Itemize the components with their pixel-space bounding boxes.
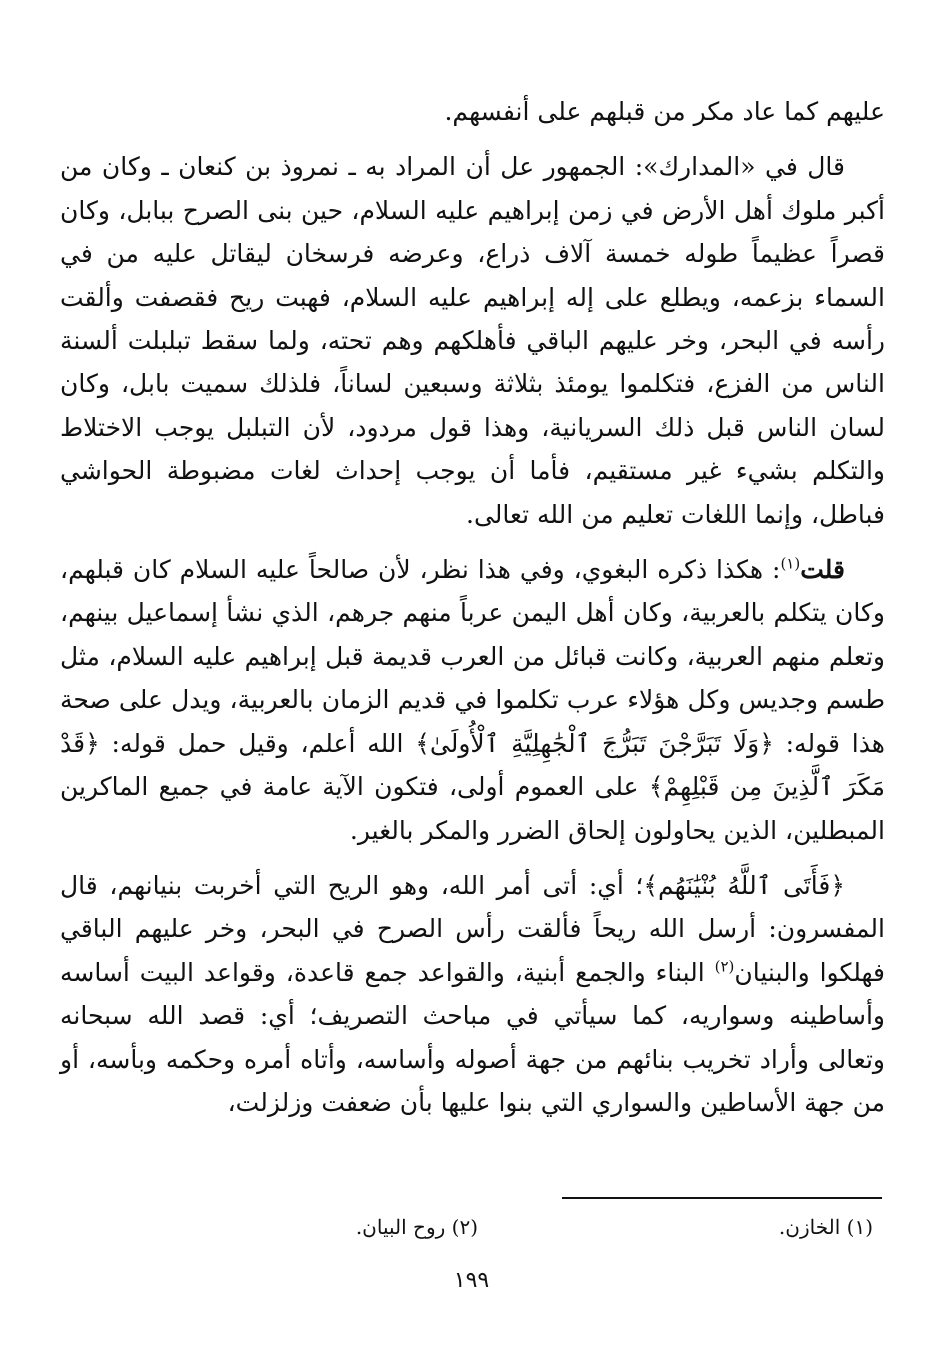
footnote-ref-1: (١) (780, 554, 801, 573)
page-number: ١٩٩ (453, 1268, 490, 1293)
paragraph-1 (60, 90, 885, 133)
footnote-ref-2: (٢) (714, 957, 735, 976)
footnote-2: (٢) روح البيان. (355, 1215, 478, 1239)
paragraph-3-text: : هكذا ذكره البغوي، وفي هذا نظر، لأن صالحاً عليه السلام كان قبلهم، وكان يتكلم بالعربية، وكان أهل اليمن عرباً منهم جرهم، الذي نشأ إسماعيل بينهم، وتعلم منهم العربية، وكانت قبائل من العرب قديمة قبل إبراهيم عليه السلام، مثل طسم وجديس وكل هؤلاء عرب تكلموا في قديم الزمان بالعربية، ويدل على صحة هذا قوله: ﴿وَلَا تَبَرَّجْنَ تَبَرُّجَ ٱلْجَٰهِلِيَّةِ ٱلْأُولَىٰ﴾ الله أعلم، وقيل حمل قوله: ﴿قَدْ مَكَرَ ٱلَّذِينَ مِن قَبْلِهِمْ﴾ على العموم أولى، فتكون الآية عامة في جميع الماكرين المبطلين، الذين يحاولون إلحاق الضرر والمكر بالغير. (60, 555, 885, 845)
paragraph-1-text: عليهم كما عاد مكر من قبلهم على أنفسهم. (444, 97, 885, 126)
paragraph-2 (60, 145, 885, 536)
paragraph-2-text: قال في «المدارك»: الجمهور عل أن المراد به ـ نمروذ بن كنعان ـ وكان من أكبر ملوك أهل الأرض في زمن إبراهيم عليه السلام، حين بنى الصرح ببابل، وكان قصراً عظيماً طوله خمسة آلاف ذراع، وعرضه فرسخان ليقاتل عليه من في السماء بزعمه، ويطلع على إله إبراهيم عليه السلام، فهبت ريح فقصفت وألقت رأسه في البحر، وخر عليهم الباقي فأهلكهم وهم تحته، ولما سقط تبلبلت ألسنة الناس من الفزع، فتكلموا يومئذ بثلاثة وسبعين لساناً، فلذلك سميت بابل، وكان لسان الناس قبل ذلك السريانية، وهذا قول مردود، لأن التبلبل يوجب الاختلاط والتكلم بشيء غير مستقيم، فأما أن يوجب إحداث لغات مضبوطة الحواشي فباطل، وإنما اللغات تعليم من الله تعالى. (60, 152, 885, 529)
paragraph-4-text: ﴿فَأَتَى ٱللَّهُ بُنْيَٰنَهُم﴾؛ أي: أتى أمر الله، وهو الريح التي أخربت بنيانهم، قال المفسرون: أرسل الله ريحاً فألقت رأس الصرح في البحر، وخر عليهم الباقي فهلكوا والبنيان (60, 870, 886, 987)
footnote-divider (562, 1197, 882, 1199)
paragraph-3 (60, 548, 885, 852)
paragraph-4-continuation: البناء والجمع أبنية، والقواعد جمع قاعدة، وقواعد البيت أساسه وأساطينه وسواريه، كما سيأتي في مباحث التصريف؛ أي: قصد الله سبحانه وتعالى وأراد تخريب بنائهم من جهة أصوله وأساسه، وأتاه أمره وحكمه وبأسه، أو من جهة الأساطين والسواري التي بنوا عليها بأن ضعفت وزلزلت، (60, 957, 885, 1117)
paragraph-4 (60, 864, 885, 1124)
paragraph-3-lead: قلت (800, 555, 845, 585)
body-text (60, 90, 885, 1124)
footnote-1: (١) الخازن. (778, 1215, 873, 1239)
